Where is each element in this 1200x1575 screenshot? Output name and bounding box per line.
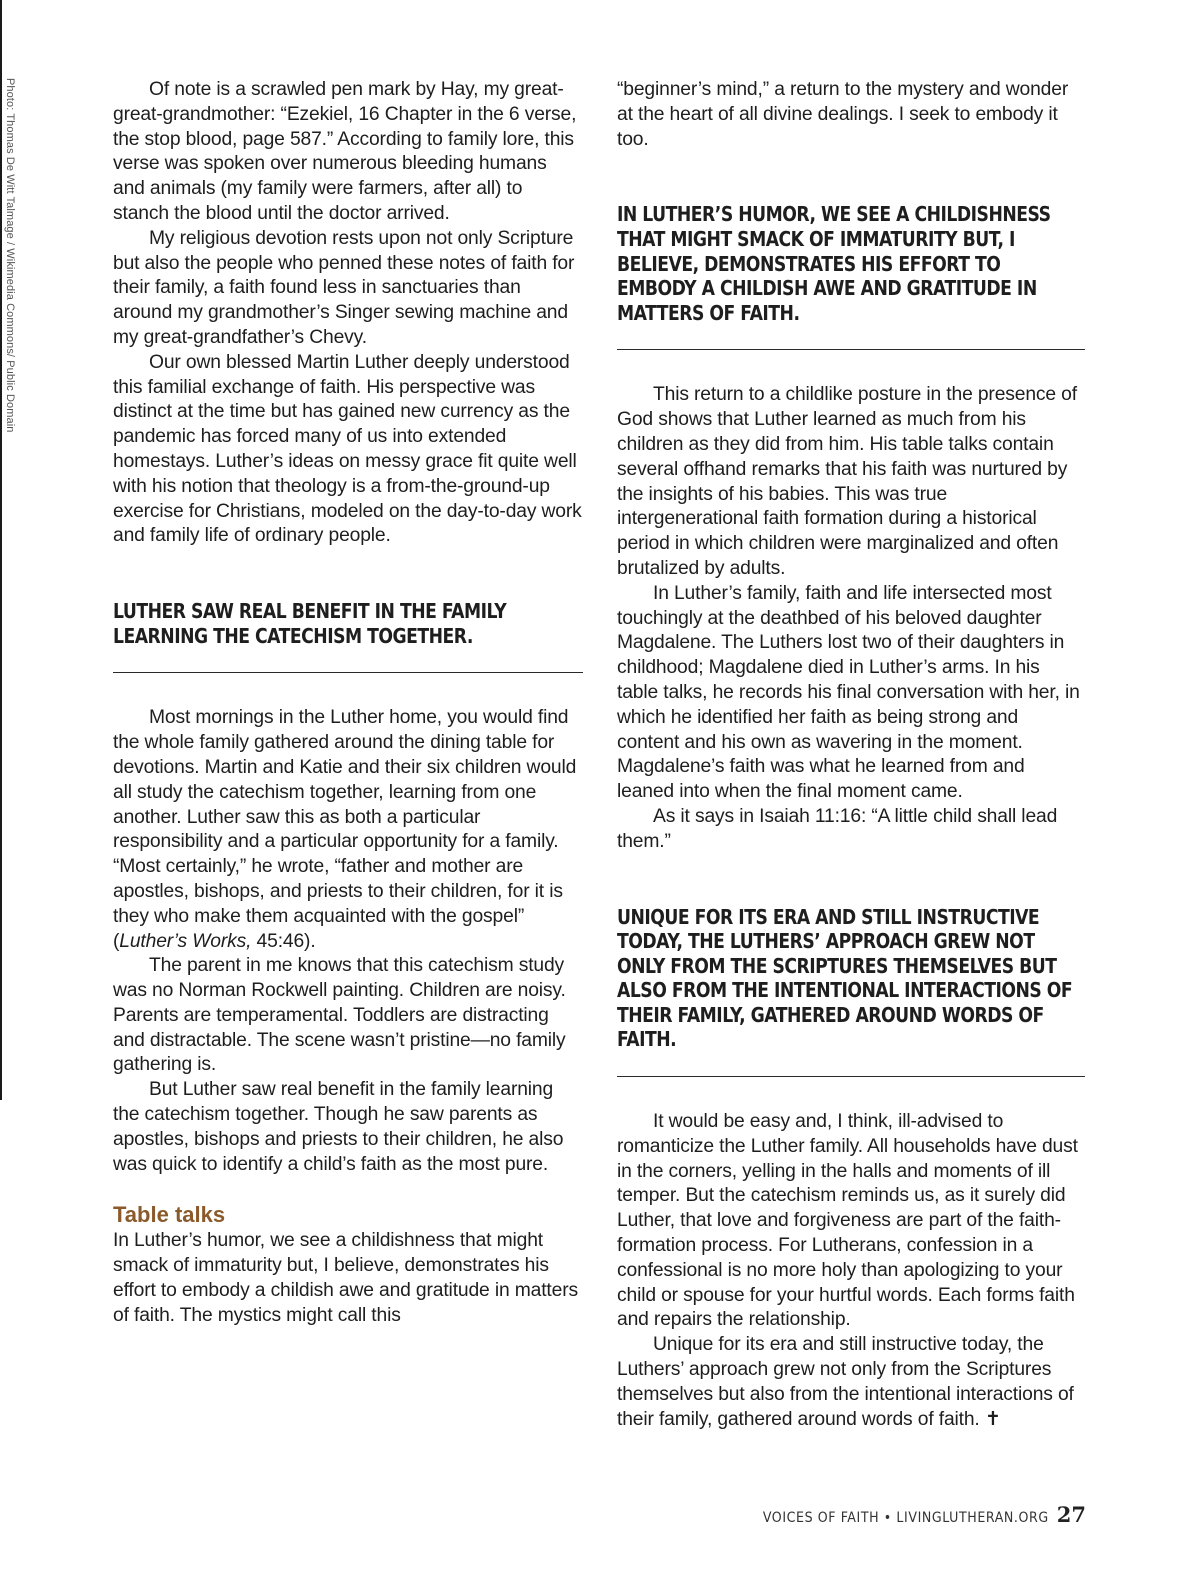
page-footer: [763, 1502, 1086, 1527]
pull-quote-box: [617, 905, 1085, 1078]
citation-title: Luther’s Works,: [119, 930, 252, 952]
paragraph: As it says in Isaiah 11:16: “A little child shall lead them.”: [617, 805, 1058, 852]
pull-quote: LUTHER SAW REAL BENEFIT IN THE FAMILY LEARNING THE CATECHISM TOGETHER.: [113, 599, 507, 648]
pull-quote: UNIQUE FOR ITS ERA AND STILL INSTRUCTIVE TODAY, THE LUTHERS’ APPROACH GREW NOT ONLY FROM THE SCRIPTURES THEMSELVES BUT ALSO FROM THE INTENTIONAL INTERACTIONS OF THEIR FAMILY, GATHERED AROUND WORDS OF FAITH.: [617, 904, 1073, 1052]
right-column: [617, 78, 1085, 1432]
paragraph: My religious devotion rests upon not only Scripture but also the people who penned these notes of faith for their family, a faith found less in sanctuaries than around my grandmother’s Singer sewing machine and my great-grandfather’s Chevy.: [113, 227, 575, 348]
paragraph: It would be easy and, I think, ill-advised to romanticize the Luther family. All households have dust in the corners, yelling in the halls and moments of ill temper. But the catechism reminds us, as it surely did Luther, that love and forgiveness are part of the faith-formation process. For Lutherans, confession in a confessional is no more holy than apologizing to your child or spouse for your hurtful words. Each forms faith and repairs the relationship.: [617, 1111, 1078, 1331]
page-number: 27: [1056, 1502, 1086, 1527]
paragraph-text: 45:46).: [251, 930, 316, 952]
left-column: [113, 78, 583, 1329]
photo-credit: Photo: Thomas De Witt Talmage / Wikimedia Commons/ Public Domain: [4, 78, 16, 433]
paragraph: Of note is a scrawled pen mark by Hay, my great-great-grandmother: “Ezekiel, 16 Chapter in the 6 verse, the stop blood, page 587.” According to family lore, this verse was spoken over numerous bleeding humans and animals (my family were farmers, after all) to stanch the blood until the doctor arrived.: [113, 79, 577, 224]
paragraph: The parent in me knows that this catechism study was no Norman Rockwell painting. Children are noisy. Parents are temperamental. Toddlers are distracting and distractable. The scene wasn’t pristine—no family gathering is.: [113, 955, 566, 1076]
pull-quote-box: [617, 202, 1085, 350]
pull-quote: IN LUTHER’S HUMOR, WE SEE A CHILDISHNESS THAT MIGHT SMACK OF IMMATURITY BUT, I BELIEVE, DEMONSTRATES HIS EFFORT TO EMBODY A CHILDISH AWE AND GRATITUDE IN MATTERS OF FAITH.: [617, 202, 1051, 325]
paragraph: In Luther’s humor, we see a childishness that might smack of immaturity but, I believe, demonstrates his effort to embody a childish awe and gratitude in matters of faith. The mystics might call this: [113, 1230, 578, 1326]
margin-rule: [0, 0, 2, 1100]
paragraph-text: Most mornings in the Luther home, you would find the whole family gathered around the dining table for devotions. Martin and Katie and their six children would all study the catechism together, learning from one another. Luther saw this as both a particular responsibility and a particular opportunity for a family. “Most certainly,” he wrote, “father and mother are apostles, bishops, and priests to their children, for it is they who make them acquainted with the gospel” (: [113, 707, 577, 952]
paragraph: Our own blessed Martin Luther deeply understood this familial exchange of faith. His perspective was distinct at the time but has gained new currency as the pandemic has forced many of us into extended homestays. Luther’s ideas on messy grace fit quite well with his notion that theology is a from-the-ground-up exercise for Christians, modeled on the day-to-day work and family life of ordinary people.: [113, 351, 582, 547]
section-heading: Table talks: [113, 1202, 226, 1228]
footer-text: VOICES OF FAITH • LIVINGLUTHERAN.ORG: [762, 1510, 1049, 1526]
pull-quote-box: [113, 599, 583, 673]
paragraph: This return to a childlike posture in the presence of God shows that Luther learned as much from his children as they did from him. His table talks contain several offhand remarks that his faith was nurtured by the insights of his babies. This was true intergenerational faith formation during a historical period in which children were marginalized and often brutalized by adults.: [617, 384, 1077, 579]
paragraph: Unique for its era and still instructive today, the Luthers’ approach grew not only from the Scriptures themselves but also from the intentional interactions of their family, gathered around words of faith. ✝: [617, 1334, 1074, 1430]
paragraph: “beginner’s mind,” a return to the mystery and wonder at the heart of all divine dealings. I seek to embody it too.: [617, 79, 1069, 150]
paragraph: [113, 706, 583, 954]
paragraph: In Luther’s family, faith and life intersected most touchingly at the deathbed of his beloved daughter Magdalene. The Luthers lost two of their daughters in childhood; Magdalene died in Luther’s arms. In his table talks, he records his final conversation with her, in which he identified her faith as being strong and content and his own as wavering in the moment. Magdalene’s faith was what he learned from and leaned into when the final moment came.: [617, 582, 1080, 803]
paragraph: But Luther saw real benefit in the family learning the catechism together. Though he saw parents as apostles, bishops and priests to their children, he also was quick to identify a child’s faith as the most pure.: [113, 1079, 564, 1175]
